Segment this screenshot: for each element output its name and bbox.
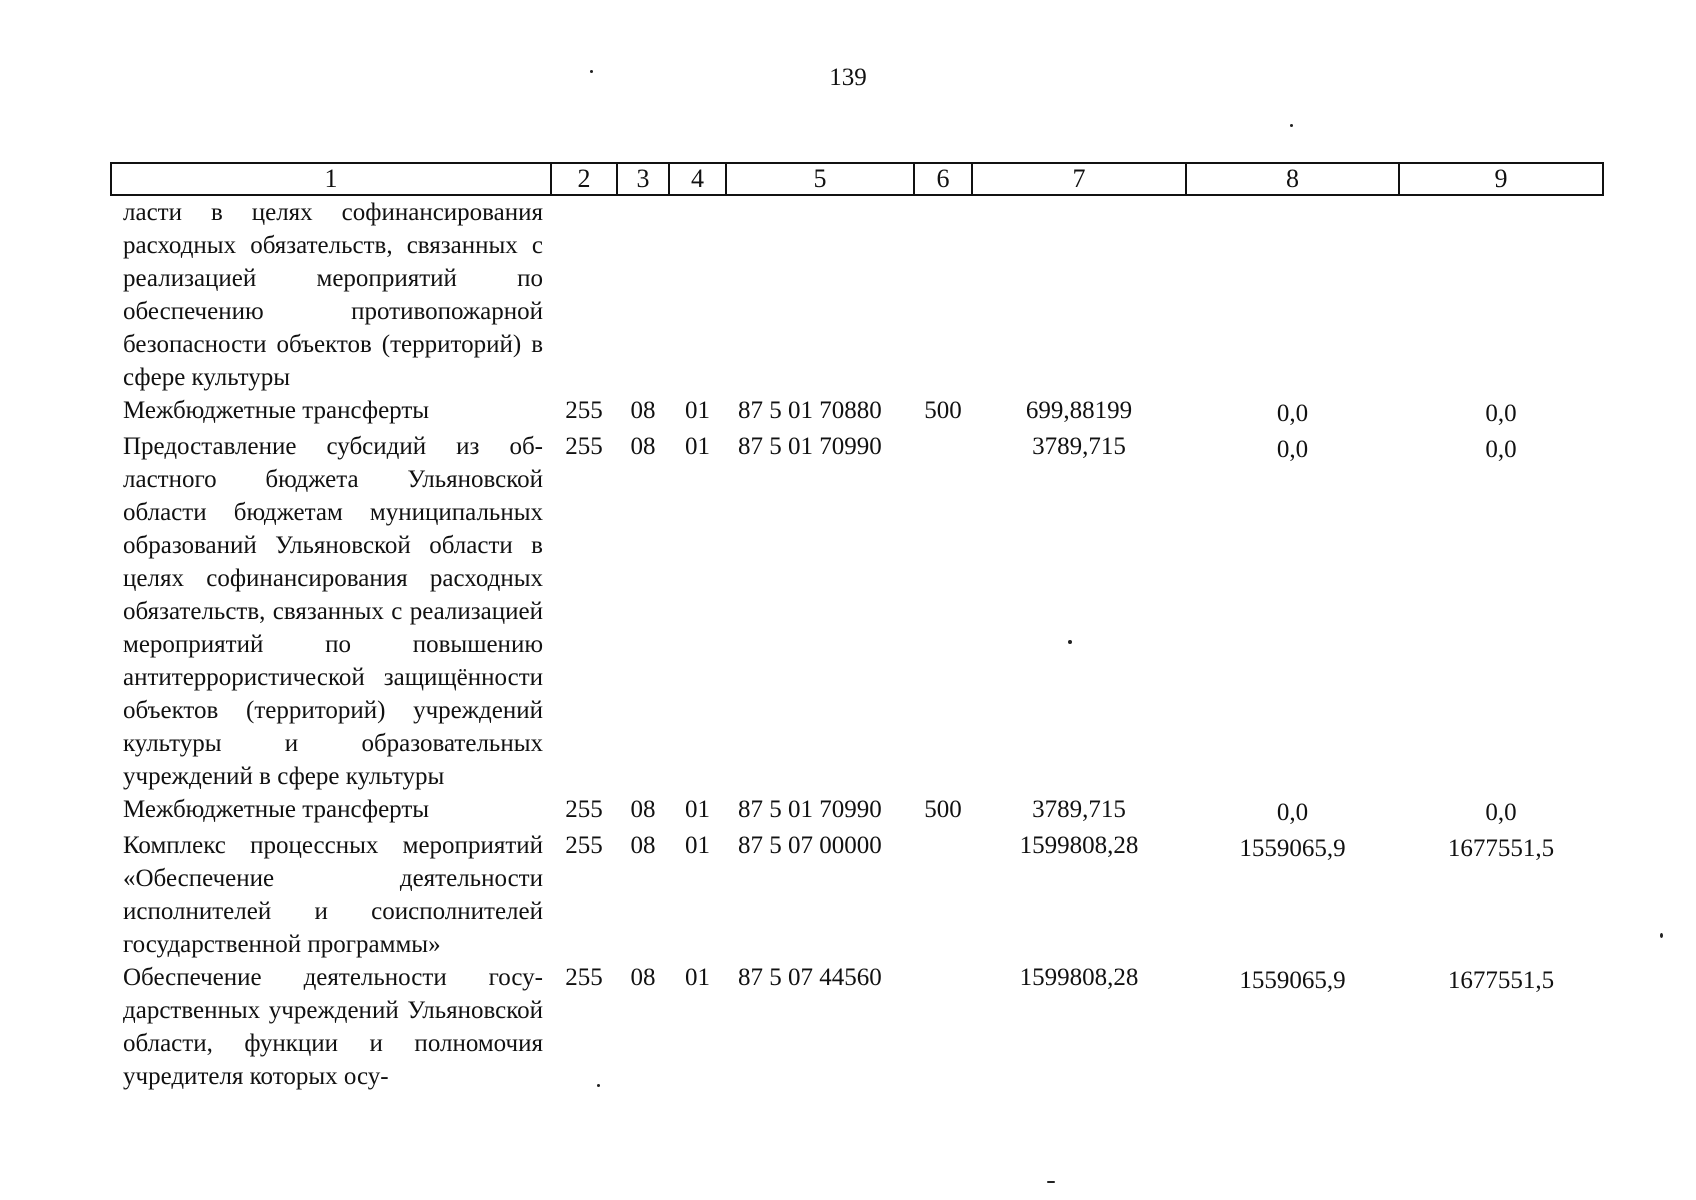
header-col-8: 8 — [1186, 163, 1399, 195]
row-col-5: 87 5 07 44560 — [738, 964, 882, 991]
row-col-3: 08 — [630, 397, 656, 424]
row-col-3: 08 — [630, 796, 656, 823]
row-col-6 — [914, 430, 972, 793]
header-col-2: 2 — [551, 163, 617, 195]
row-col-8: 0,0 — [1276, 400, 1309, 427]
row-col-3 — [617, 195, 669, 394]
row-col-8: 0,0 — [1276, 436, 1309, 463]
row-col-6 — [914, 961, 972, 1093]
table-row — [111, 195, 1603, 394]
row-col-4: 01 — [685, 964, 710, 991]
row-description: Межбюджетные трансферты — [123, 796, 430, 823]
header-col-7: 7 — [972, 163, 1186, 195]
row-col-2: 255 — [565, 832, 603, 859]
row-description: Межбюджетные трансферты — [123, 397, 430, 424]
header-col-3: 3 — [617, 163, 669, 195]
row-col-9: 0,0 — [1485, 400, 1517, 427]
row-description: Предоставление субсидий из областного бюджета Ульяновской области бюджетам муниципальных образований Ульяновской области в целях софинансирования расходных обязательств, связанных с реализацией мероприятий по повышению антитеррористической защищённости объектов (территорий) учреждений культуры и образовательных учреждений в сфере культуры — [123, 433, 543, 790]
scan-speck — [1047, 1181, 1055, 1183]
table-row — [111, 394, 1603, 430]
table-header — [111, 163, 1603, 195]
row-col-8: 0,0 — [1276, 799, 1309, 826]
row-col-4 — [669, 195, 726, 394]
scan-speck — [1290, 124, 1293, 127]
row-col-9: 0,0 — [1485, 799, 1517, 826]
scan-speck — [597, 1084, 600, 1087]
table-row — [111, 793, 1603, 829]
row-col-9: 1677551,5 — [1447, 967, 1555, 994]
header-row — [111, 163, 1603, 195]
row-col-7 — [972, 195, 1186, 394]
row-col-6: 500 — [924, 796, 962, 823]
row-col-5: 87 5 01 70880 — [738, 397, 882, 424]
row-col-3: 08 — [630, 832, 656, 859]
row-col-9 — [1399, 195, 1603, 394]
row-col-4: 01 — [685, 796, 710, 823]
table-row — [111, 829, 1603, 961]
row-col-5: 87 5 01 70990 — [738, 433, 882, 460]
row-col-6: 500 — [924, 397, 962, 424]
row-col-5 — [726, 195, 914, 394]
row-col-3: 08 — [630, 964, 656, 991]
row-description: Комплекс процессных мероприятий «Обеспечение деятельности исполнителей и соисполнителей государственной программы» — [123, 832, 543, 958]
row-col-4: 01 — [685, 433, 710, 460]
row-col-4: 01 — [685, 397, 710, 424]
scan-speck — [1660, 933, 1663, 938]
table-row — [111, 430, 1603, 793]
header-col-5: 5 — [726, 163, 914, 195]
row-col-7: 699,88199 — [1025, 397, 1133, 424]
row-col-7: 1599808,28 — [1019, 964, 1139, 991]
row-col-2: 255 — [565, 433, 603, 460]
row-col-3: 08 — [630, 433, 656, 460]
row-col-5: 87 5 01 70990 — [738, 796, 882, 823]
table-row — [111, 961, 1603, 1093]
row-col-6 — [914, 829, 972, 961]
header-col-1: 1 — [111, 163, 551, 195]
page-number: 139 — [829, 64, 867, 91]
header-col-6: 6 — [914, 163, 972, 195]
row-col-2: 255 — [565, 397, 603, 424]
row-col-8: 1559065,9 — [1239, 967, 1346, 994]
row-col-6 — [914, 195, 972, 394]
row-col-7: 3789,715 — [1032, 796, 1126, 823]
row-col-9: 1677551,5 — [1447, 835, 1555, 862]
row-description: Обеспечение деятельности государственных учреждений Ульяновской области, функции и полномочия учредителя которых осу- — [123, 964, 543, 1090]
table-body — [111, 195, 1603, 1093]
row-col-8 — [1186, 195, 1399, 394]
row-col-9: 0,0 — [1485, 436, 1517, 463]
row-col-7: 3789,715 — [1032, 433, 1126, 460]
row-col-2: 255 — [565, 964, 603, 991]
scan-speck — [590, 70, 593, 73]
budget-table — [110, 162, 1604, 1093]
row-col-2: 255 — [565, 796, 603, 823]
row-col-8: 1559065,9 — [1239, 835, 1346, 862]
row-col-2 — [551, 195, 617, 394]
scan-speck — [1068, 640, 1072, 644]
row-col-5: 87 5 07 00000 — [738, 832, 882, 859]
header-col-9: 9 — [1399, 163, 1603, 195]
header-col-4: 4 — [669, 163, 726, 195]
row-description: ласти в целях софинансирования расходных обязательств, связанных с реализацией мероприятий по обеспечению противопожарной безопасности объектов (территорий) в сфере культуры — [123, 199, 543, 391]
row-col-4: 01 — [685, 832, 710, 859]
row-col-7: 1599808,28 — [1019, 832, 1139, 859]
